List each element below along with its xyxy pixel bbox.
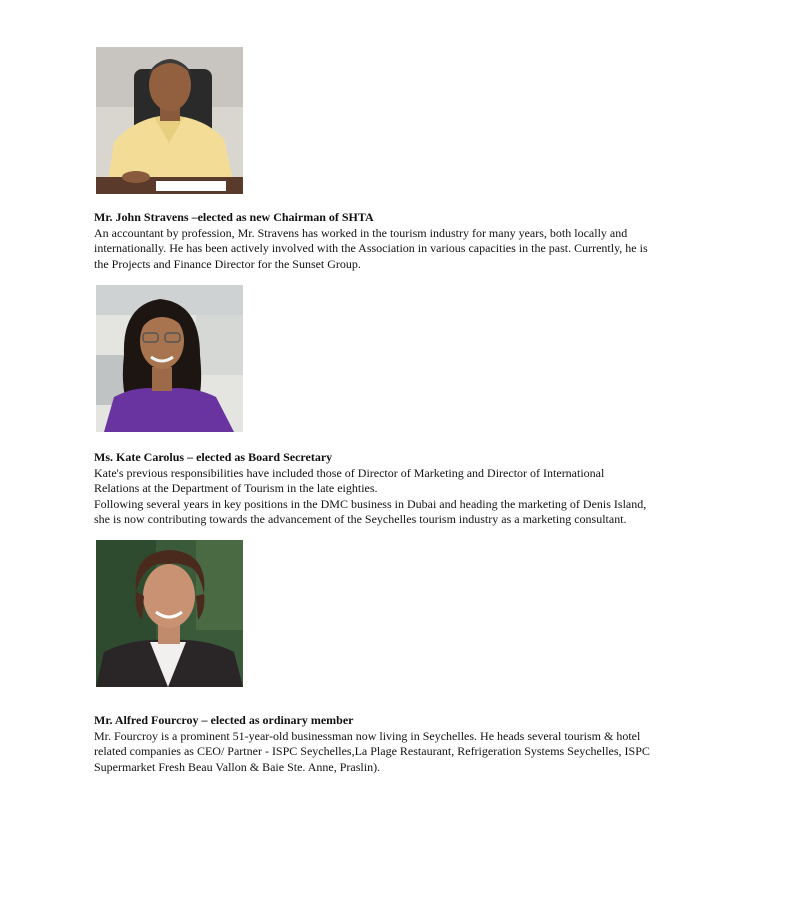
portrait-man-dark-jacket-icon [96,540,243,687]
member-bio-line: the Projects and Finance Director for the Sunset Group. [94,256,361,271]
member-bio-line: internationally. He has been actively involved with the Association in various capacities in the past. Currently, he is [94,241,648,255]
member-bio-line: Relations at the Department of Tourism in the late eighties. [94,481,378,495]
portrait-photo-john-stravens [96,47,243,194]
portrait-photo-kate-carolus [96,285,243,432]
member-bio-line: Following several years in key positions in the DMC business in Dubai and heading the marketing of Denis Island, [94,496,647,511]
portrait-photo-alfred-fourcroy [96,540,243,687]
member-bio-line: An accountant by profession, Mr. Stravens has worked in the tourism industry for many years, both locally and [94,225,628,240]
member-name-heading: Mr. Alfred Fourcroy – elected as ordinary member [94,713,354,727]
member-entry-3 [94,713,734,775]
portrait-woman-purple-top-icon [96,285,243,432]
member-name-heading: Ms. Kate Carolus – elected as Board Secretary [94,450,333,464]
member-bio-line: Mr. Fourcroy is a prominent 51-year-old businessman now living in Seychelles. He heads several tourism & hotel [94,728,641,743]
portrait-man-yellow-shirt-icon [96,47,243,194]
member-bio-line: Supermarket Fresh Beau Vallon & Baie Ste. Anne, Praslin). [94,759,381,774]
member-bio-line: related companies as CEO/ Partner - ISPC Seychelles,La Plage Restaurant, Refrigeration Systems Seychelles, ISPC [94,744,650,758]
member-bio-line: Kate's previous responsibilities have included those of Director of Marketing and Director of International [94,465,605,480]
member-entry-1 [94,210,734,272]
member-entry-2 [94,450,734,528]
member-name-heading: Mr. John Stravens –elected as new Chairman of SHTA [94,210,374,224]
member-bio-line: she is now contributing towards the advancement of the Seychelles tourism industry as a marketing consultant. [94,512,627,526]
